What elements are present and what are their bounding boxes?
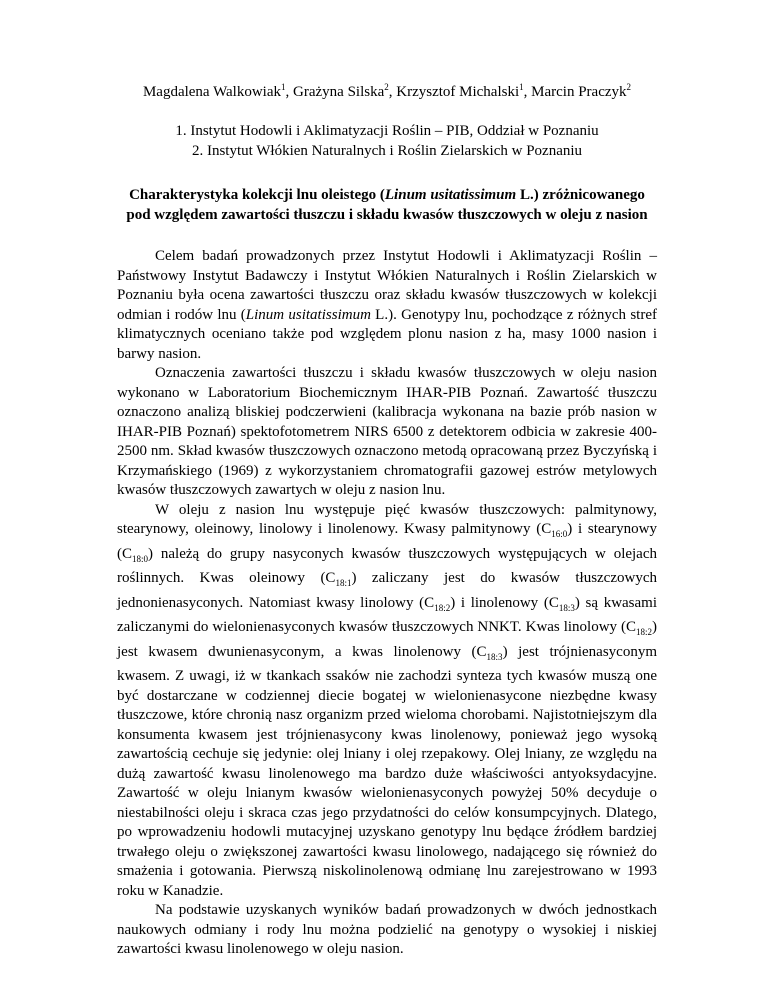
author-affiliation-mark: 2 (626, 82, 632, 92)
formula-subscript: 18:3 (486, 651, 503, 662)
author-affiliation-mark: 1 (281, 82, 286, 92)
paragraph-1: Celem badań prowadzonych przez Instytut Hodowli i Aklimatyzacji Roślin – Państwowy Instytut Badawczy i Instytut Włókien Naturalnych i Roślin Zielarskich w Poznaniu była ocena zawartości tłuszczu oraz składu kwasów tłuszczowych w kolekcji odmian i rodów lnu (Linum usitatissimum L.). Genotypy lnu, pochodzące z różnych stref klimatycznych oceniano także pod względem plonu nasion z ha, masy 1000 nasion i barwy nasion. (117, 248, 657, 362)
author: Magdalena Walkowiak (142, 84, 282, 100)
formula-subscript: 18:1 (335, 578, 352, 588)
paragraph-3: W oleju z nasion lnu występuje pięć kwasów tłuszczowych: palmitynowy, stearynowy, oleinowy, linolowy i linolenowy. Kwasy palmitynowy $(C_{16:0})$ i stearynowy $(C_{18:0})$ należą do grupy nasyconych kwasów tłuszczowych występujących w olejach roślinnych. Kwas oleinowy $(C_{18:1})$ zaliczany jest do kwasów tłuszczowych jednonienasyconych. Natomiast kwasy linolowy $(C_{18:2})$ i linolenowy $(C_{18:3})$ są kwasami zaliczanymi do wielonienasyconych kwasów tłuszczowych NNKT. Kwas linolowy $(C_{18:2})$ jest kwasem dwunienasyconym, a kwas linolenowy $(C_{18:3})$ jest trójnienasyconym kwasem. Z uwagi, iż w tkankach ssaków nie zachodzi synteza tych kwasów muszą one być dostarczane w codziennej diecie bogatej w wielonienasycone niezbędne kwasy tłuszczowe, które chronią nasz organizm przed wieloma chorobami. Najistotniejszym dla konsumenta kwasem jest trójnienasycony kwas linolenowy, ponieważ jego wysoką zawartością cechuje się jedynie: olej lniany i olej rzepakowy. Olej lniany, ze względu na dużą zawartość kwasu linolenowego ma bardzo duże właściwości antyoksydacyjne. Zawartość w oleju lnianym kwasów wielonienasyconych powyżej 50% decyduje o niestabilności oleju i skraca czas jego przydatności do celów konsumpcyjnych. Dlatego, po wprowadzeniu hodowli mutacyjnej uzyskano genotypy lnu będące źródłem bardziej trwałego oleju o zwiększonej zawartości kwasu linolowego, nadającego się również do smażenia i gotowania. Pierwszą niskolinolenową odmianę lnu zarejestrowano w 1993 roku w Kanadzie. (117, 501, 658, 899)
title-latin-name: Linum usitatissimum (384, 187, 517, 203)
formula-subscript: 18:3 (558, 602, 575, 613)
formula-subscript: 18:2 (434, 602, 451, 613)
affiliation-2: 2. Instytut Włókien Naturalnych i Roślin Zielarskich w Poznaniu (191, 143, 583, 159)
paragraph-2: Oznaczenia zawartości tłuszczu i składu kwasów tłuszczowych w oleju nasion wykonano w Laboratorium Biochemicznym IHAR-PIB Poznań. Zawartość tłuszczu oznaczono analizą bliskiej podczerwieni (kalibracja wykonana na bazie prób nasion w IHAR-PIB Poznań) spektofotometrem NIRS 6500 z detektorem odbicia w zakresie 400-2500 nm. Skład kwasów tłuszczowych oznaczono metodą opracowaną przez Byczyńską i Krzymańskiego (1969) z wykorzystaniem chromatografii gazowej estrów metylowych kwasów tłuszczowych zawartych w oleju z nasion lnu. (117, 365, 657, 498)
author: Krzysztof Michalski (396, 84, 520, 100)
formula-subscript: 18:0 (132, 553, 149, 564)
formula-subscript: 18:2 (635, 627, 652, 637)
paper-title: Charakterystyka kolekcji lnu oleistego (Linum usitatissimum L.) zróżnicowanego pod względem zawartości tłuszczu i składu kwasów tłuszczowych w oleju z nasion (126, 187, 648, 223)
paragraph-4: Na podstawie uzyskanych wyników badań prowadzonych w dwóch jednostkach naukowych odmiany i rody lnu można podzielić na genotypy o wysokiej i niskiej zawartości kwasu linolenowego w oleju nasion. (117, 902, 657, 957)
author: Grażyna Silska (293, 84, 385, 100)
latin-name: Linum usitatissimum (245, 306, 371, 323)
affiliations (117, 121, 657, 161)
author-affiliation-mark: 1 (519, 82, 524, 92)
abstract-body (117, 247, 657, 960)
affiliation-1: 1. Instytut Hodowli i Aklimatyzacji Roślin – PIB, Oddział w Poznaniu (175, 123, 599, 139)
author-line: Magdalena Walkowiak$^1$, Grażyna Silska$^2$, Krzysztof Michalski$^1$, Marcin Praczyk$^2$ (142, 82, 632, 100)
author: Marcin Praczyk (531, 84, 627, 100)
document-page (117, 70, 657, 960)
author-affiliation-mark: 2 (384, 82, 389, 92)
formula-subscript: 16:0 (551, 529, 568, 539)
